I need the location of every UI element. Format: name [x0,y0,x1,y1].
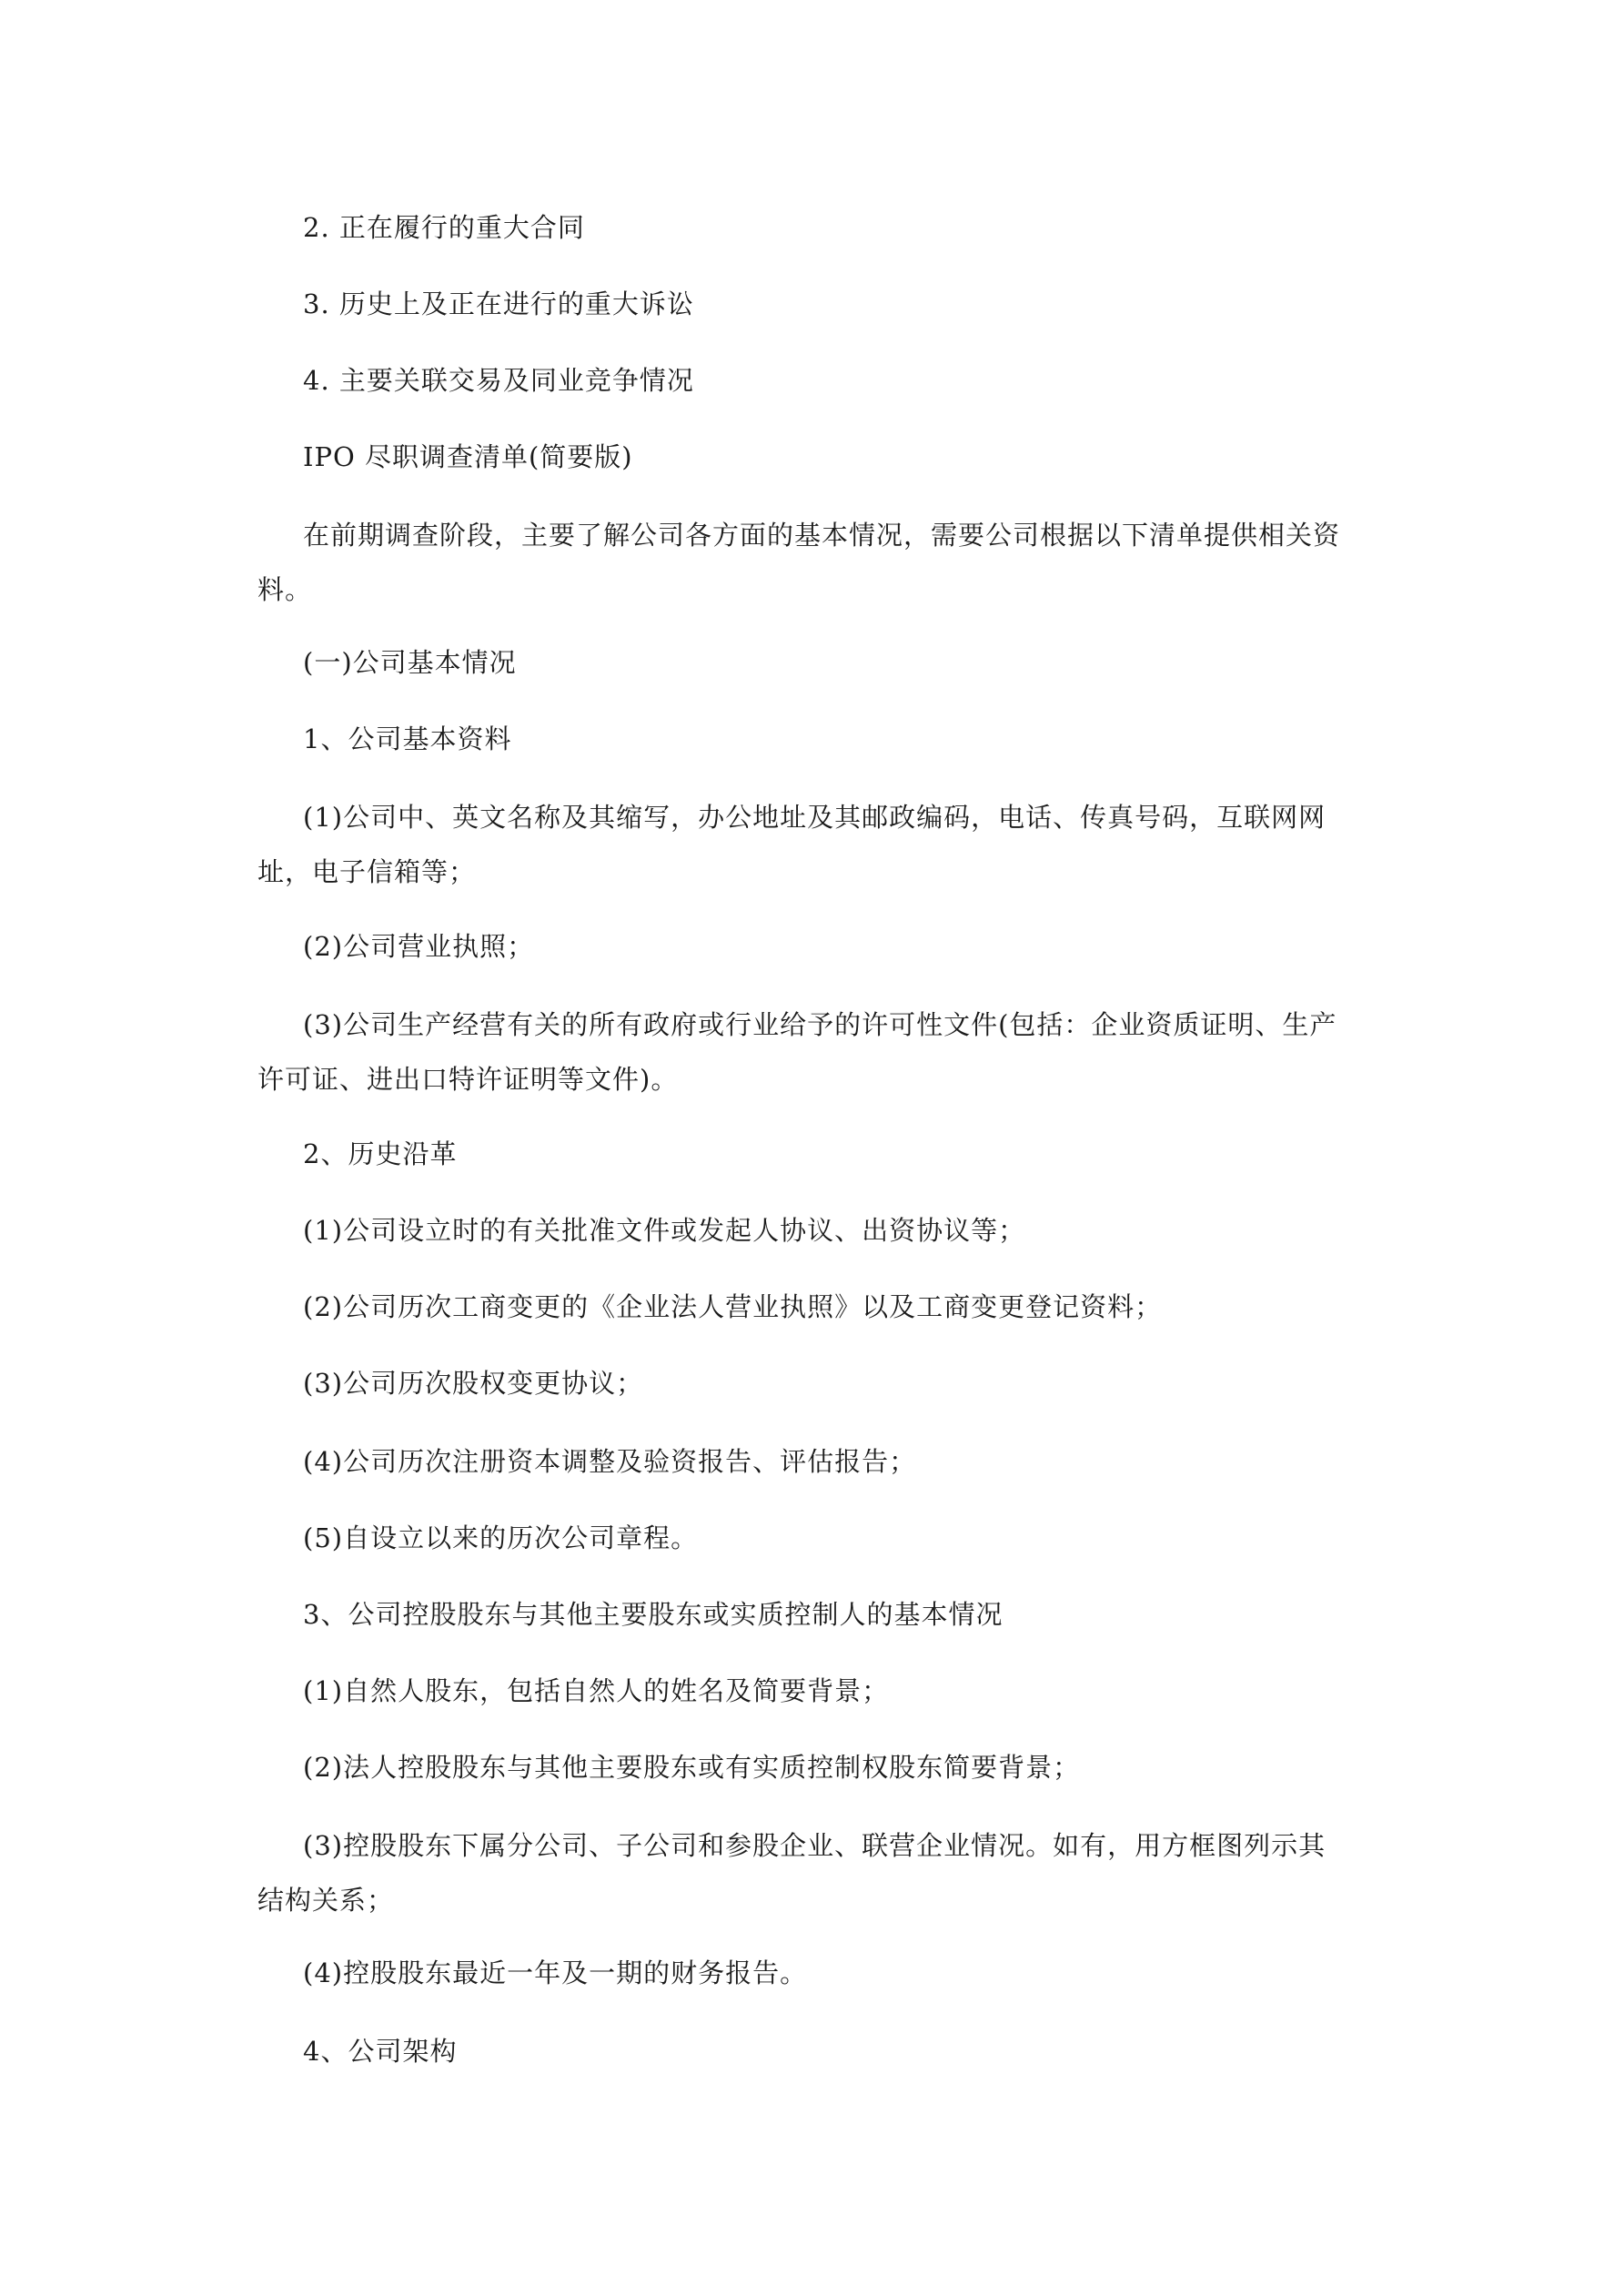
intro-paragraph-line-2: 料。 [257,574,313,605]
section-title-ipo-checklist: IPO 尽职调查清单(简要版) [303,441,633,472]
list-item-major-contracts: 2. 正在履行的重大合同 [303,212,585,243]
list-item-permits [257,997,1386,1107]
intro-paragraph-line-1: 在前期调查阶段，主要了解公司各方面的基本情况，需要公司根据以下清单提供相关资 [303,520,1341,551]
list-item-natural-persons: (1)自然人股东，包括自然人的姓名及简要背景； [303,1675,890,1706]
list-item-capital-changes: (4)公司历次注册资本调整及验资报告、评估报告； [303,1446,917,1477]
heading-basic-info: 1、公司基本资料 [303,723,512,754]
list-item-legal-entity-shareholders: (2)法人控股股东与其他主要股东或有实质控制权股东简要背景； [303,1752,1081,1783]
heading-company-structure: 4、公司架构 [303,2036,458,2067]
list-item-line-1: (3)控股股东下属分公司、子公司和参股企业、联营企业情况。如有，用方框图列示其 [303,1830,1326,1861]
list-item-line-2: 许可证、进出口特许证明等文件)。 [257,1064,679,1095]
list-item-related-transactions: 4. 主要关联交易及同业竞争情况 [303,365,694,396]
heading-history: 2、历史沿革 [303,1138,458,1169]
list-item-line-2: 结构关系； [257,1885,395,1916]
list-item-major-litigation: 3. 历史上及正在进行的重大诉讼 [303,288,694,319]
list-item-establishment-docs: (1)公司设立时的有关批准文件或发起人协议、出资协议等； [303,1215,1026,1246]
list-item-financial-reports: (4)控股股东最近一年及一期的财务报告。 [303,1957,808,1988]
list-item-line-1: (3)公司生产经营有关的所有政府或行业给予的许可性文件(包括：企业资质证明、生产 [303,1009,1337,1040]
list-item-business-license: (2)公司营业执照； [303,931,535,962]
list-item-equity-changes: (3)公司历次股权变更协议； [303,1368,644,1399]
heading-company-basics: (一)公司基本情况 [303,647,517,678]
list-item-subsidiaries [257,1818,1386,1927]
intro-paragraph [257,508,1386,617]
list-item-company-name-address [257,790,1386,899]
list-item-line-2: 址，电子信箱等； [257,856,477,887]
list-item-business-changes: (2)公司历次工商变更的《企业法人营业执照》以及工商变更登记资料； [303,1291,1163,1322]
list-item-articles: (5)自设立以来的历次公司章程。 [303,1522,699,1553]
list-item-line-1: (1)公司中、英文名称及其缩写，办公地址及其邮政编码，电话、传真号码，互联网网 [303,802,1326,833]
heading-shareholders: 3、公司控股股东与其他主要股东或实质控制人的基本情况 [303,1599,1004,1630]
